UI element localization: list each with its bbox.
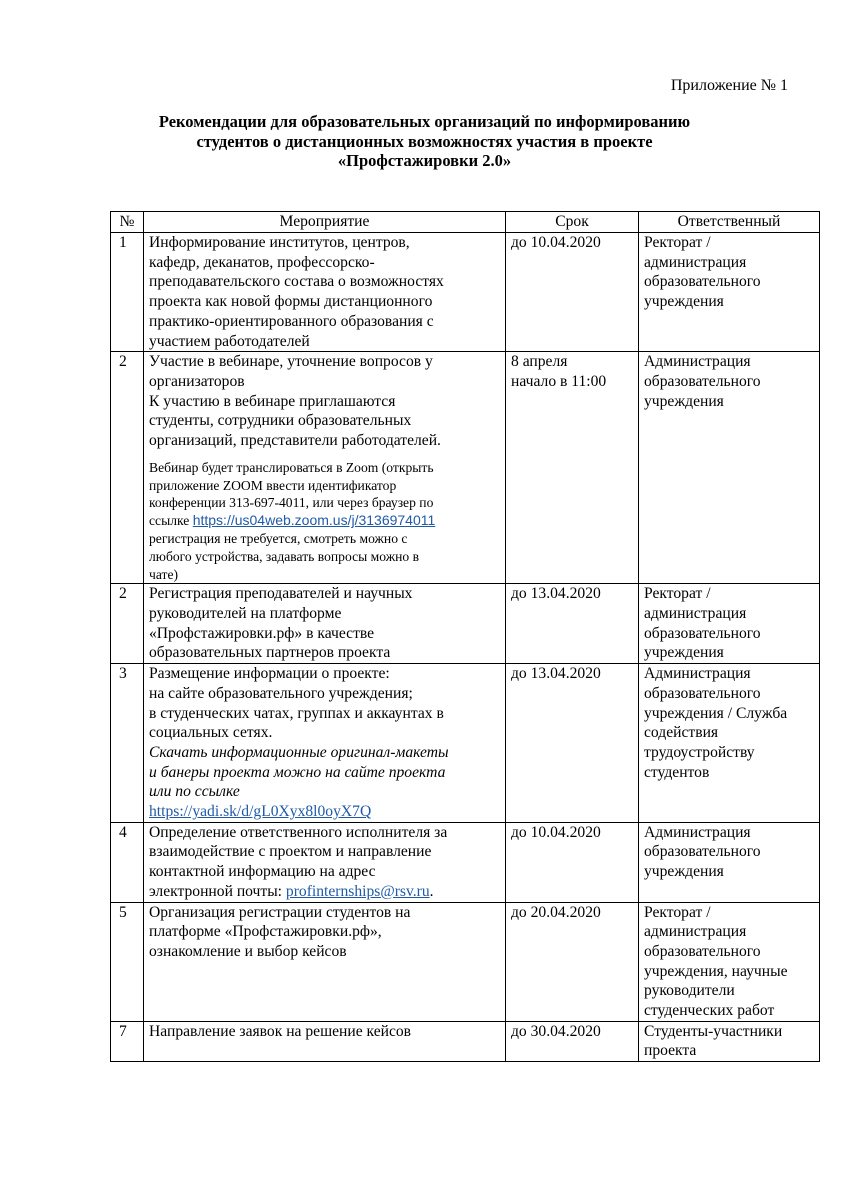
row-event xyxy=(144,584,506,664)
row-event xyxy=(144,902,506,1021)
row-responsible xyxy=(639,822,820,902)
text-line: до 13.04.2020 xyxy=(511,665,601,683)
column-header-number: № xyxy=(111,212,144,233)
row-responsible xyxy=(639,233,820,352)
row-deadline xyxy=(506,584,639,664)
row-responsible xyxy=(639,584,820,664)
title-line: студентов о дистанционных возможностях участия в проекте xyxy=(196,131,653,151)
row-event xyxy=(144,822,506,902)
text-line: организаций, представители работодателей. xyxy=(149,432,441,450)
text-line: студенты, сотрудники образовательных xyxy=(149,412,412,430)
text-line: взаимодействие с проектом и направление xyxy=(149,843,432,861)
text-line: К участию в вебинаре приглашаются xyxy=(149,392,396,410)
text-line: до 30.04.2020 xyxy=(511,1022,601,1040)
text-line: содействия xyxy=(644,724,719,742)
text-line: на сайте образовательного учреждения; xyxy=(149,684,413,702)
email-prefix: электронной почты: xyxy=(149,882,286,900)
text-line: платформе «Профстажировки.рф», xyxy=(149,923,382,941)
table-row xyxy=(111,664,820,823)
materials-link[interactable]: https://yadi.sk/d/gL0Xyx8l0oyX7Q xyxy=(149,803,372,821)
table-row xyxy=(111,584,820,664)
text-line: образовательных партнеров проекта xyxy=(149,644,391,662)
schedule-table xyxy=(110,211,820,1062)
text-line: и банеры проекта можно на сайте проекта xyxy=(149,763,446,781)
row-deadline xyxy=(506,902,639,1021)
text-line: приложение ZOOM ввести идентификатор xyxy=(149,477,397,493)
text-line: администрация xyxy=(644,605,747,623)
text-line: конференции 313-697-4011, или через браузер по xyxy=(149,495,434,511)
text-line: практико-ориентированного образования с xyxy=(149,312,434,330)
text-line: учреждения / Служба xyxy=(644,704,788,722)
text-line: образовательного xyxy=(644,273,761,291)
text-line: до 13.04.2020 xyxy=(511,585,601,603)
text-line: трудоустройству xyxy=(644,743,755,761)
zoom-link[interactable]: https://us04web.zoom.us/j/3136974011 xyxy=(192,512,436,529)
row-responsible xyxy=(639,664,820,823)
text-line: образовательного xyxy=(644,624,761,642)
title-line: «Профстажировки 2.0» xyxy=(337,151,512,170)
table-row xyxy=(111,822,820,902)
row-number: 1 xyxy=(111,233,144,352)
text-line: кафедр, деканатов, профессорско- xyxy=(149,253,375,271)
text-line: Администрация xyxy=(644,353,751,371)
text-line: Администрация xyxy=(644,823,751,841)
text-line: учреждения xyxy=(644,392,724,410)
text-line: студенческих работ xyxy=(644,1002,775,1020)
text-line: образовательного xyxy=(644,843,761,861)
text-line: любого устройства, задавать вопросы можно в xyxy=(149,548,419,564)
row-number: 2 xyxy=(111,584,144,664)
row-deadline xyxy=(506,352,639,584)
column-header-responsible: Ответственный xyxy=(639,212,820,233)
text-line: Организация регистрации студентов на xyxy=(149,903,411,921)
text-line: администрация xyxy=(644,923,747,941)
row-event xyxy=(144,233,506,352)
document-title xyxy=(0,112,849,171)
row-deadline xyxy=(506,822,639,902)
text-line: до 20.04.2020 xyxy=(511,903,601,921)
table-row xyxy=(111,233,820,352)
text-line: преподавательского состава о возможностях xyxy=(149,273,444,291)
row-responsible xyxy=(639,352,820,584)
text-line: в студенческих чатах, группах и аккаунтах в xyxy=(149,704,444,722)
text-line: Администрация xyxy=(644,665,751,683)
email-suffix: . xyxy=(429,882,434,900)
text-line: студентов xyxy=(644,763,710,781)
column-header-event: Мероприятие xyxy=(144,212,506,233)
text-line: контактной информацию на адрес xyxy=(149,863,376,881)
text-line: или по ссылке xyxy=(149,783,240,801)
row-number: 5 xyxy=(111,902,144,1021)
text-line: начало в 11:00 xyxy=(511,372,607,390)
row-responsible xyxy=(639,1021,820,1061)
text-line: учреждения xyxy=(644,293,724,311)
row-number: 4 xyxy=(111,822,144,902)
row-event xyxy=(144,1021,506,1061)
text-line: образовательного xyxy=(644,942,761,960)
text-line: проекта xyxy=(644,1042,697,1060)
link-prefix: ссылке xyxy=(149,513,190,529)
text-line: чате) xyxy=(149,566,179,582)
text-line: «Профстажировки.рф» в качестве xyxy=(149,624,375,642)
table-row xyxy=(111,902,820,1021)
text-line: руководители xyxy=(644,982,735,1000)
text-line: Регистрация преподавателей и научных xyxy=(149,585,413,603)
text-line xyxy=(149,512,500,530)
text-line: проекта как новой формы дистанционного xyxy=(149,293,433,311)
row-deadline xyxy=(506,1021,639,1061)
text-line: участием работодателей xyxy=(149,332,310,350)
text-line: Размещение информации о проекте: xyxy=(149,665,390,683)
webinar-note xyxy=(149,459,500,584)
row-number: 7 xyxy=(111,1021,144,1061)
text-line: социальных сетях. xyxy=(149,724,273,742)
text-line: Направление заявок на решение кейсов xyxy=(149,1022,412,1040)
text-line: до 10.04.2020 xyxy=(511,823,601,841)
row-event xyxy=(144,664,506,823)
text-line: до 10.04.2020 xyxy=(511,234,601,251)
text-line: учреждения, научные xyxy=(644,962,788,980)
row-event xyxy=(144,352,506,584)
text-line: Информирование институтов, центров, xyxy=(149,234,410,251)
text-line: Скачать информационные оригинал-макеты xyxy=(149,743,449,761)
row-deadline xyxy=(506,664,639,823)
text-line: учреждения xyxy=(644,644,724,662)
text-line: Участие в вебинаре, уточнение вопросов у xyxy=(149,353,433,371)
text-line: Ректорат / xyxy=(644,234,711,251)
appendix-label: Приложение № 1 xyxy=(670,77,788,94)
title-line: Рекомендации для образовательных организаций по информированию xyxy=(158,112,691,131)
text-line: Ректорат / xyxy=(644,585,711,603)
text-line: Вебинар будет транслироваться в Zoom (открыть xyxy=(149,459,434,475)
text-line: Студенты-участники xyxy=(644,1022,783,1040)
text-line: 8 апреля xyxy=(511,353,568,371)
email-link[interactable]: profinternships@rsv.ru xyxy=(285,882,430,900)
table-row xyxy=(111,1021,820,1061)
table-header-row xyxy=(111,212,820,233)
row-deadline xyxy=(506,233,639,352)
text-line: Определение ответственного исполнителя за xyxy=(149,823,448,841)
column-header-deadline: Срок xyxy=(506,212,639,233)
text-line: ознакомление и выбор кейсов xyxy=(149,942,347,960)
text-line: Ректорат / xyxy=(644,903,711,921)
text-line: регистрация не требуется, смотреть можно с xyxy=(149,530,408,546)
row-number: 2 xyxy=(111,352,144,584)
row-number: 3 xyxy=(111,664,144,823)
text-line xyxy=(149,882,500,902)
text-line: образовательного xyxy=(644,372,761,390)
table-row xyxy=(111,352,820,584)
text-line: администрация xyxy=(644,253,747,271)
text-line: образовательного xyxy=(644,684,761,702)
row-responsible xyxy=(639,902,820,1021)
text-line: учреждения xyxy=(644,863,724,881)
text-line: руководителей на платформе xyxy=(149,605,342,623)
text-line: организаторов xyxy=(149,372,245,390)
